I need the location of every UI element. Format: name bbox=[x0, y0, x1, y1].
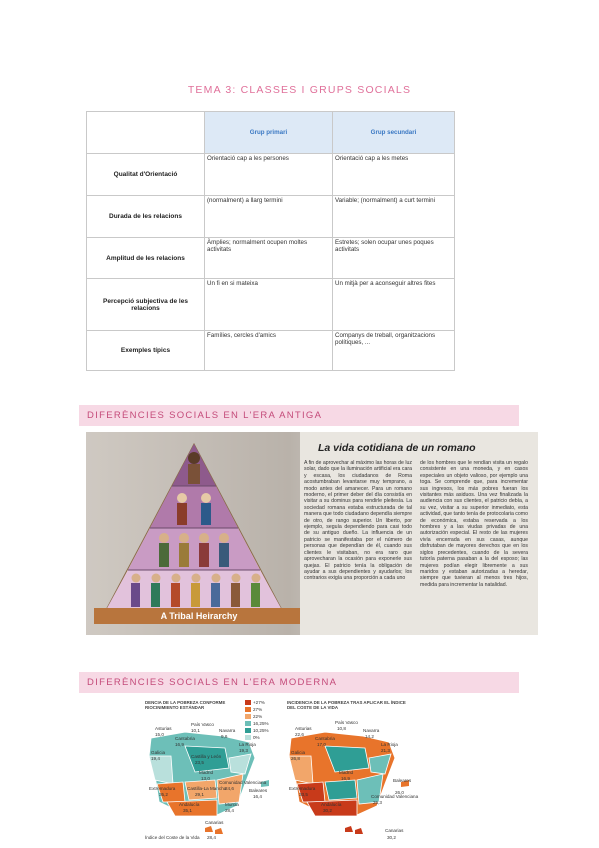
region-value: 35,2 bbox=[159, 792, 168, 797]
article-headline: La vida cotidiana de un romano bbox=[318, 442, 476, 454]
legend-label: +27% bbox=[253, 700, 265, 705]
legend-label: 22% bbox=[253, 714, 263, 719]
region-value: 26,0 bbox=[395, 790, 404, 795]
region-value: 10,8 bbox=[337, 726, 346, 731]
region-value: 26,3 bbox=[373, 800, 382, 805]
right-spain-map bbox=[289, 732, 412, 834]
region-label: Extremadura bbox=[289, 786, 316, 791]
spain-maps-svg bbox=[145, 698, 445, 843]
table-cell: Orientació cap a les metes bbox=[333, 154, 455, 196]
row-header: Exemples típics bbox=[87, 331, 205, 371]
region-label: Comunidad Valenciana bbox=[219, 780, 267, 785]
region-value: 10,1 bbox=[191, 728, 200, 733]
table-cell: Companys de treball, organitzacions polítiques, ... bbox=[333, 331, 455, 371]
region-value: 28,4 bbox=[207, 835, 216, 840]
region-value: 15,0 bbox=[155, 732, 164, 737]
column-header-primari: Grup primari bbox=[205, 112, 333, 154]
region-label: La Rioja bbox=[239, 742, 256, 747]
pyramid-caption: A Tribal Heirarchy bbox=[94, 608, 304, 624]
region-label: Cantabria bbox=[315, 736, 335, 741]
region-value: 16,9 bbox=[341, 776, 350, 781]
region-label: Baleares bbox=[393, 778, 412, 783]
table-cell: Estretes; solen ocupar unes poques activitats bbox=[333, 238, 455, 279]
region-value: 9,6 bbox=[221, 734, 228, 739]
region-label: Madrid bbox=[339, 770, 354, 775]
region-value: 29,1 bbox=[195, 792, 204, 797]
poverty-maps bbox=[145, 698, 445, 843]
region-value: 19,4 bbox=[151, 756, 160, 761]
region-value: 21,3 bbox=[381, 748, 390, 753]
region-label: Madrid bbox=[199, 770, 214, 775]
column-header-secundari: Grup secundari bbox=[333, 112, 455, 154]
region-value: 14,2 bbox=[365, 734, 374, 739]
region-value: 35,1 bbox=[183, 808, 192, 813]
region-value: 30,2 bbox=[387, 835, 396, 840]
row-header: Amplitud de les relacions bbox=[87, 238, 205, 279]
section-heading-antiga: DIFERÈNCIES SOCIALS EN L'ERA ANTIGA bbox=[79, 405, 519, 426]
region-label: Asturias bbox=[295, 726, 312, 731]
region-label: Cantabria bbox=[175, 736, 195, 741]
region-label: Castilla-La Mancha bbox=[187, 786, 227, 791]
chief-figure bbox=[188, 452, 200, 484]
ancient-society-image bbox=[86, 432, 538, 635]
table-cell: Un fi en si mateixa bbox=[205, 279, 333, 331]
legend-label: 10,25% bbox=[253, 728, 269, 733]
region-label: Navarra bbox=[363, 728, 380, 733]
table-cell: Famílies, cercles d'amics bbox=[205, 331, 333, 371]
table-cell: (normalment) a llarg termini bbox=[205, 196, 333, 238]
region-value: 22,6 bbox=[295, 732, 304, 737]
region-label: Canarias bbox=[205, 820, 224, 825]
row-header: Durada de les relacions bbox=[87, 196, 205, 238]
region-value: 16,4 bbox=[253, 794, 262, 799]
region-label: Comunidad Valenciana bbox=[371, 794, 419, 799]
left-map-title: DENCIA DE LA POBREZA CONFORME RIOCINIMIENTO ESTÁNDAR bbox=[145, 700, 226, 710]
region-value: 17,0 bbox=[317, 742, 326, 747]
row-header: Qualitat d'Orientació bbox=[87, 154, 205, 196]
region-label: La Rioja bbox=[381, 742, 398, 747]
region-label: Canarias bbox=[385, 828, 404, 833]
legend-label: 27% bbox=[253, 707, 263, 712]
region-value: 16,9 bbox=[175, 742, 184, 747]
table-cell: Un mitjà per a aconseguir altres fites bbox=[333, 279, 455, 331]
table-cell: Variable; (normalment) a curt termini bbox=[333, 196, 455, 238]
map-footnote: Índice del Coste de la Vida bbox=[145, 835, 200, 840]
article-column-2: de los hombres que le rendían visita un regalo consistente en una moneda, y en casos especiales un objeto valioso, por ejemplo una toga. Se comprende que, para incrementar sus ingresos, los más pobres fueran los visitantes más asiduos. Una vez finalizada la audiencia con sus clientes, el patricio debía, a su vez, visitar a su superior inmediato, esta actividad, que tanto tenía de protocolaria como de económica, estaba reservada a los hombres y a las viudas privadas de una autorización especial. El resto de las mujeres vivía encerrada en sus casas, aunque disfrutaban de mayores derechos que en los siglos precedentes, cuando de la severa tutoría paterna pasaban a la del esposo; las mujeres podían elegir libremente a sus maridos y estaban autorizadas a heredar, siempre que tuvieran al menos tres hijos, medida para incrementar la natalidad. bbox=[420, 460, 528, 588]
legend-label: 0% bbox=[253, 735, 260, 740]
region-label: Andalucía bbox=[321, 802, 342, 807]
region-label: Andalucía bbox=[179, 802, 200, 807]
region-label: País Vasco bbox=[335, 720, 358, 725]
region-value: 13,0 bbox=[201, 776, 210, 781]
article-column-1: A fin de aprovechar al máximo las horas de luz solar, dado que la iluminación artificial era cara y escasa, los ciudadanos de Roma acostumbraban levantarse muy temprano, a modo antes del amanecer. Para un romano moderno, el primer deber del día consistía en visitar a su dominus para rendirle pleitesía. La sociedad romana estaba estructurada de tal manera que todo ciudadano dependía siempre de otro, de rango superior. Un liberto, por ejemplo, seguía dependiendo para casi todo de su antiguo dueño. La influencia de un patricio se manifestaba por el número de personas que dependían de él, cuando sus clientes le visitaban, no era raro que aprovecharan la ocasión para exponerle sus quejas. El patricio tenía la obligación de ayudar a sus dependientes y ayudarlos; los contrarios exigía una proporción a cada uno bbox=[304, 460, 412, 582]
region-value: 30,2 bbox=[323, 808, 332, 813]
region-label: Baleares bbox=[249, 788, 268, 793]
right-map-title: INCIDENCIA DE LA POBREZA TRAS APLICAR EL ÍNDICE DEL COSTE DE LA VIDA bbox=[287, 700, 406, 710]
page-title: TEMA 3: CLASSES I GRUPS SOCIALS bbox=[187, 84, 412, 96]
region-value: 24,6 bbox=[225, 786, 234, 791]
social-pyramid-illustration bbox=[86, 432, 300, 635]
row-header: Percepció subjectiva de les relacions bbox=[87, 279, 205, 331]
groups-table bbox=[86, 111, 455, 371]
region-label: Galicia bbox=[291, 750, 306, 755]
table-cell: Orientació cap a les persones bbox=[205, 154, 333, 196]
region-label: Navarra bbox=[219, 728, 236, 733]
legend-label: 16,25% bbox=[253, 721, 269, 726]
region-value: 33,5 bbox=[299, 792, 308, 797]
region-label: Castilla y León bbox=[191, 754, 222, 759]
section-heading-moderna: DIFERÈNCIES SOCIALS EN L'ERA MODERNA bbox=[79, 672, 519, 693]
region-label: País Vasco bbox=[191, 722, 214, 727]
region-label: Murcia bbox=[225, 802, 239, 807]
region-label: Extremadura bbox=[149, 786, 176, 791]
region-label: Asturias bbox=[155, 726, 172, 731]
table-cell: Àmplies; normalment ocupen moltes activitats bbox=[205, 238, 333, 279]
region-label: Galicia bbox=[151, 750, 166, 755]
region-value: 26,8 bbox=[291, 756, 300, 761]
region-value: 23,5 bbox=[195, 760, 204, 765]
region-value: 28,4 bbox=[225, 808, 234, 813]
region-value: 19,3 bbox=[239, 748, 248, 753]
table-corner-cell bbox=[87, 112, 205, 154]
